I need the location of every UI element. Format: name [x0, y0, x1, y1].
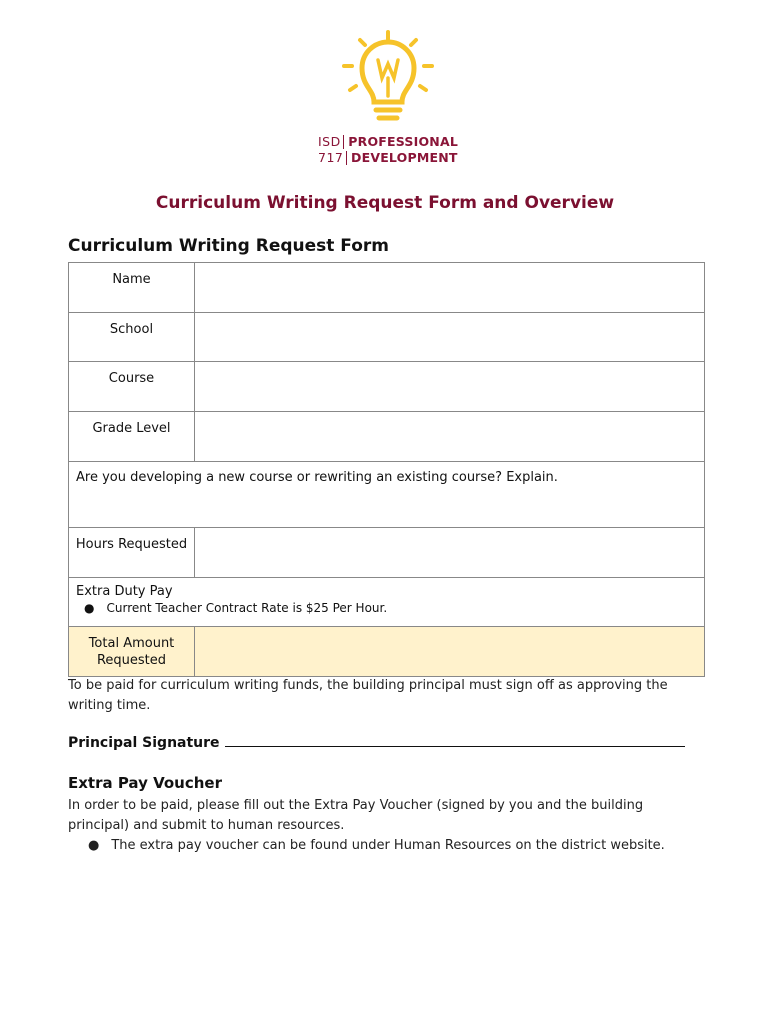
- extra-duty-pay-bullet: ● Current Teacher Contract Rate is $25 Per Hour.: [84, 601, 388, 615]
- total-amount-field[interactable]: [195, 627, 705, 677]
- grade-level-field[interactable]: [195, 412, 705, 462]
- total-amount-label: Total Amount Requested: [69, 627, 195, 677]
- hours-requested-label: Hours Requested: [69, 528, 195, 578]
- grade-level-label: Grade Level: [69, 412, 195, 462]
- name-field[interactable]: [195, 263, 705, 313]
- voucher-bullet: ● The extra pay voucher can be found under Human Resources on the district website.: [88, 838, 665, 853]
- form-section-title: Curriculum Writing Request Form: [68, 236, 390, 256]
- principal-signature: [68, 735, 685, 751]
- school-field[interactable]: [195, 313, 705, 362]
- hours-requested-field[interactable]: [195, 528, 705, 578]
- course-question: Are you developing a new course or rewriting an existing course? Explain.: [76, 470, 558, 485]
- logo-professional: PROFESSIONAL: [348, 134, 458, 149]
- logo-isd: ISD: [318, 134, 341, 149]
- school-label: School: [69, 313, 195, 362]
- logo-development: DEVELOPMENT: [351, 150, 458, 165]
- lightbulb-icon: [332, 30, 444, 130]
- extra-duty-pay-rate: Current Teacher Contract Rate is $25 Per Hour.: [106, 601, 388, 615]
- course-explanation-field[interactable]: [69, 462, 705, 528]
- extra-duty-pay-label: Extra Duty Pay: [76, 584, 173, 599]
- request-form-table: [68, 262, 705, 677]
- course-field[interactable]: [195, 362, 705, 412]
- logo-717: 717: [318, 150, 344, 165]
- principal-signature-label: Principal Signature: [68, 735, 220, 751]
- voucher-title: Extra Pay Voucher: [68, 774, 222, 792]
- extra-duty-pay-cell: [69, 578, 705, 627]
- course-label: Course: [69, 362, 195, 412]
- page-title: Curriculum Writing Request Form and Overview: [155, 193, 615, 213]
- voucher-bullet-text: The extra pay voucher can be found under Human Resources on the district website.: [111, 838, 665, 853]
- name-label: Name: [69, 263, 195, 313]
- principal-signature-line[interactable]: [225, 736, 685, 747]
- approval-note: To be paid for curriculum writing funds, the building principal must sign off as approving the writing time.: [68, 678, 668, 713]
- isd717-logo: [318, 30, 458, 170]
- voucher-text: In order to be paid, please fill out the Extra Pay Voucher (signed by you and the building principal) and submit to human resources.: [68, 798, 644, 833]
